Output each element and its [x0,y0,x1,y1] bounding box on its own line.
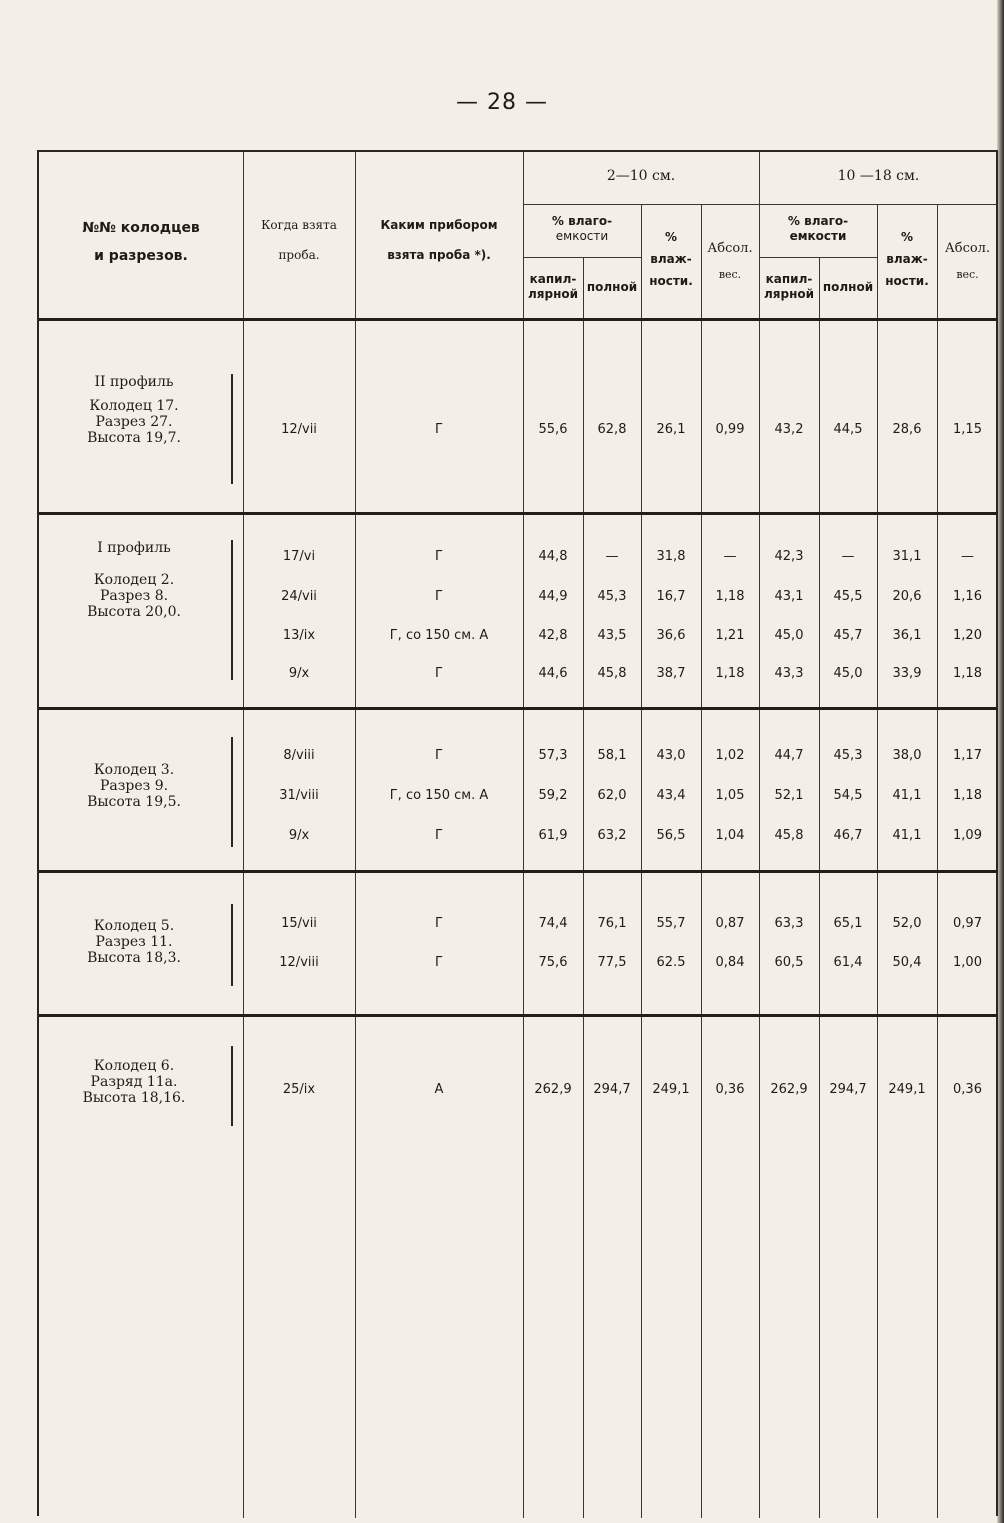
cell-value: 62.5 [656,955,686,970]
cell-value: 1,05 [715,788,745,803]
cell-device: Г [435,666,443,681]
cell-value: 1,17 [953,748,982,763]
cell-value: 249,1 [888,1082,926,1097]
group-brace [227,540,233,680]
header-abs-weight: Абсол. вес. [707,241,753,281]
row-divider [759,257,877,258]
cell-value: 44,6 [538,666,568,681]
cell-value: 33,9 [892,666,922,681]
cell-date: 9/x [288,828,310,843]
cell-value: 61,4 [833,955,863,970]
header-depth-10-18: 10 —18 см. [837,168,920,184]
cell-value: 43,4 [656,788,686,803]
cell-value: 294,7 [593,1082,631,1097]
header-capillary: капил- лярной [763,272,815,301]
cell-value: 43,1 [774,589,804,604]
cell-value: 1,00 [953,955,982,970]
cell-date: 9/x [288,666,310,681]
row-divider [523,204,998,205]
col-divider [583,257,584,1518]
row-label: Колодец 6. Разряд 11а. Высота 18,16. [82,1058,186,1106]
cell-date: 31/viii [279,788,319,803]
group-divider [39,870,998,873]
cell-value: 41,1 [892,828,922,843]
cell-device: Г [435,916,443,931]
cell-date: 17/vi [282,549,316,564]
cell-value: 45,8 [774,828,804,843]
cell-value: 28,6 [892,422,922,437]
cell-value: 1,09 [953,828,982,843]
cell-value: 77,5 [597,955,627,970]
header-abs-weight: Абсол. вес. [944,241,991,281]
cell-value: 16,7 [656,589,686,604]
cell-value: — [841,549,855,564]
cell-value: 31,1 [892,549,922,564]
cell-value: 61,9 [538,828,568,843]
row-divider [523,257,641,258]
cell-device: Г [435,955,443,970]
header-capillary: капил- лярной [527,272,579,301]
cell-value: 44,9 [538,589,568,604]
col-divider [819,257,820,1518]
header-humidity: % влаж- ности. [885,230,929,288]
col-divider [641,204,642,1518]
cell-value: — [723,549,737,564]
cell-value: 0,87 [715,916,745,931]
cell-value: 46,7 [833,828,863,843]
cell-value: 1,18 [953,666,982,681]
header-bottom-line [39,318,998,321]
cell-device: Г [435,422,443,437]
header-wells: №№ колодцев и разрезов. [82,220,200,264]
cell-device: Г, со 150 см. А [389,788,489,803]
cell-value: 45,0 [833,666,863,681]
cell-value: 50,4 [892,955,922,970]
cell-date: 12/viii [279,955,319,970]
header-humidity: % влаж- ности. [649,230,693,288]
cell-value: 31,8 [656,549,686,564]
header-full: полной [586,280,638,294]
row-label: Колодец 3. Разрез 9. Высота 19,5. [87,762,181,810]
cell-value: 1,16 [953,589,982,604]
cell-value: — [961,549,974,564]
cell-value: 58,1 [597,748,627,763]
page-number: — 28 — [456,90,548,115]
cell-date: 24/vii [281,589,317,604]
cell-value: 42,8 [538,628,568,643]
header-full: полной [822,280,874,294]
row-label: II профиль Колодец 17. Разрез 27. Высота 19,7. [87,374,181,446]
cell-value: 0,99 [715,422,745,437]
cell-value: 0,36 [953,1082,982,1097]
group-brace [227,1046,233,1126]
cell-date: 12/vii [281,422,317,437]
cell-value: 1,15 [953,422,982,437]
cell-value: 294,7 [829,1082,867,1097]
cell-value: 44,7 [774,748,804,763]
cell-device: Г [435,748,443,763]
cell-device: Г [435,828,443,843]
cell-value: 45,7 [833,628,863,643]
header-moisture-capacity: % влаго- емкости [787,214,849,243]
cell-date: 8/viii [283,748,315,763]
cell-value: 43,0 [656,748,686,763]
page-edge-shadow [997,0,1004,1523]
cell-value: 56,5 [656,828,686,843]
cell-date: 25/ix [282,1082,316,1097]
cell-value: 1,20 [953,628,982,643]
cell-value: 20,6 [892,589,922,604]
cell-value: 44,5 [833,422,863,437]
group-brace [227,904,233,986]
cell-value: 43,5 [597,628,627,643]
cell-value: 54,5 [833,788,863,803]
row-label: Колодец 5. Разрез 11. Высота 18,3. [87,918,181,966]
cell-value: 0,36 [715,1082,745,1097]
cell-value: 1,18 [715,589,745,604]
cell-value: 55,6 [538,422,568,437]
cell-value: 43,2 [774,422,804,437]
cell-value: 41,1 [892,788,922,803]
cell-date: 13/ix [282,628,316,643]
cell-value: 42,3 [774,549,804,564]
cell-value: 45,3 [597,589,627,604]
cell-value: 62,0 [597,788,627,803]
cell-value: 60,5 [774,955,804,970]
cell-value: 249,1 [652,1082,690,1097]
cell-date: 15/vii [281,916,317,931]
cell-value: 1,18 [715,666,745,681]
cell-device: Г, со 150 см. А [389,628,489,643]
col-divider [701,204,702,1518]
cell-value: 76,1 [597,916,627,931]
cell-value: 52,1 [774,788,804,803]
header-when: Когда взята проба. [261,218,337,262]
cell-value: 75,6 [538,955,568,970]
row-label: I профиль Колодец 2. Разрез 8. Высота 20,0. [87,540,181,620]
cell-value: 262,9 [534,1082,572,1097]
cell-value: 26,1 [656,422,686,437]
cell-value: 0,97 [953,916,982,931]
cell-value: 0,84 [715,955,745,970]
cell-value: 1,18 [953,788,982,803]
cell-value: 45,0 [774,628,804,643]
cell-value: 262,9 [770,1082,808,1097]
cell-value: 38,7 [656,666,686,681]
cell-value: 1,04 [715,828,745,843]
data-table [37,150,998,1516]
header-device: Каким прибором взята проба *). [380,218,498,262]
cell-value: 65,1 [833,916,863,931]
cell-value: 36,6 [656,628,686,643]
cell-value: 1,02 [715,748,745,763]
cell-value: 63,3 [774,916,804,931]
cell-value: 38,0 [892,748,922,763]
group-divider [39,1014,998,1017]
cell-value: 45,5 [833,589,863,604]
cell-value: 62,8 [597,422,627,437]
cell-value: 57,3 [538,748,568,763]
header-moisture-capacity: % влаго- емкости [551,214,613,243]
header-depth-2-10: 2—10 см. [606,168,676,184]
cell-value: — [605,549,619,564]
cell-value: 45,3 [833,748,863,763]
col-divider [937,204,938,1518]
cell-value: 1,21 [715,628,745,643]
group-divider [39,707,998,710]
cell-device: Г [435,589,443,604]
group-brace [227,374,233,484]
cell-value: 52,0 [892,916,922,931]
cell-value: 45,8 [597,666,627,681]
group-brace [227,737,233,847]
cell-value: 44,8 [538,549,568,564]
col-divider [877,204,878,1518]
cell-value: 55,7 [656,916,686,931]
cell-value: 36,1 [892,628,922,643]
group-divider [39,512,998,515]
cell-value: 43,3 [774,666,804,681]
cell-device: Г [435,549,443,564]
cell-device: А [434,1082,444,1097]
cell-value: 74,4 [538,916,568,931]
cell-value: 59,2 [538,788,568,803]
cell-value: 63,2 [597,828,627,843]
